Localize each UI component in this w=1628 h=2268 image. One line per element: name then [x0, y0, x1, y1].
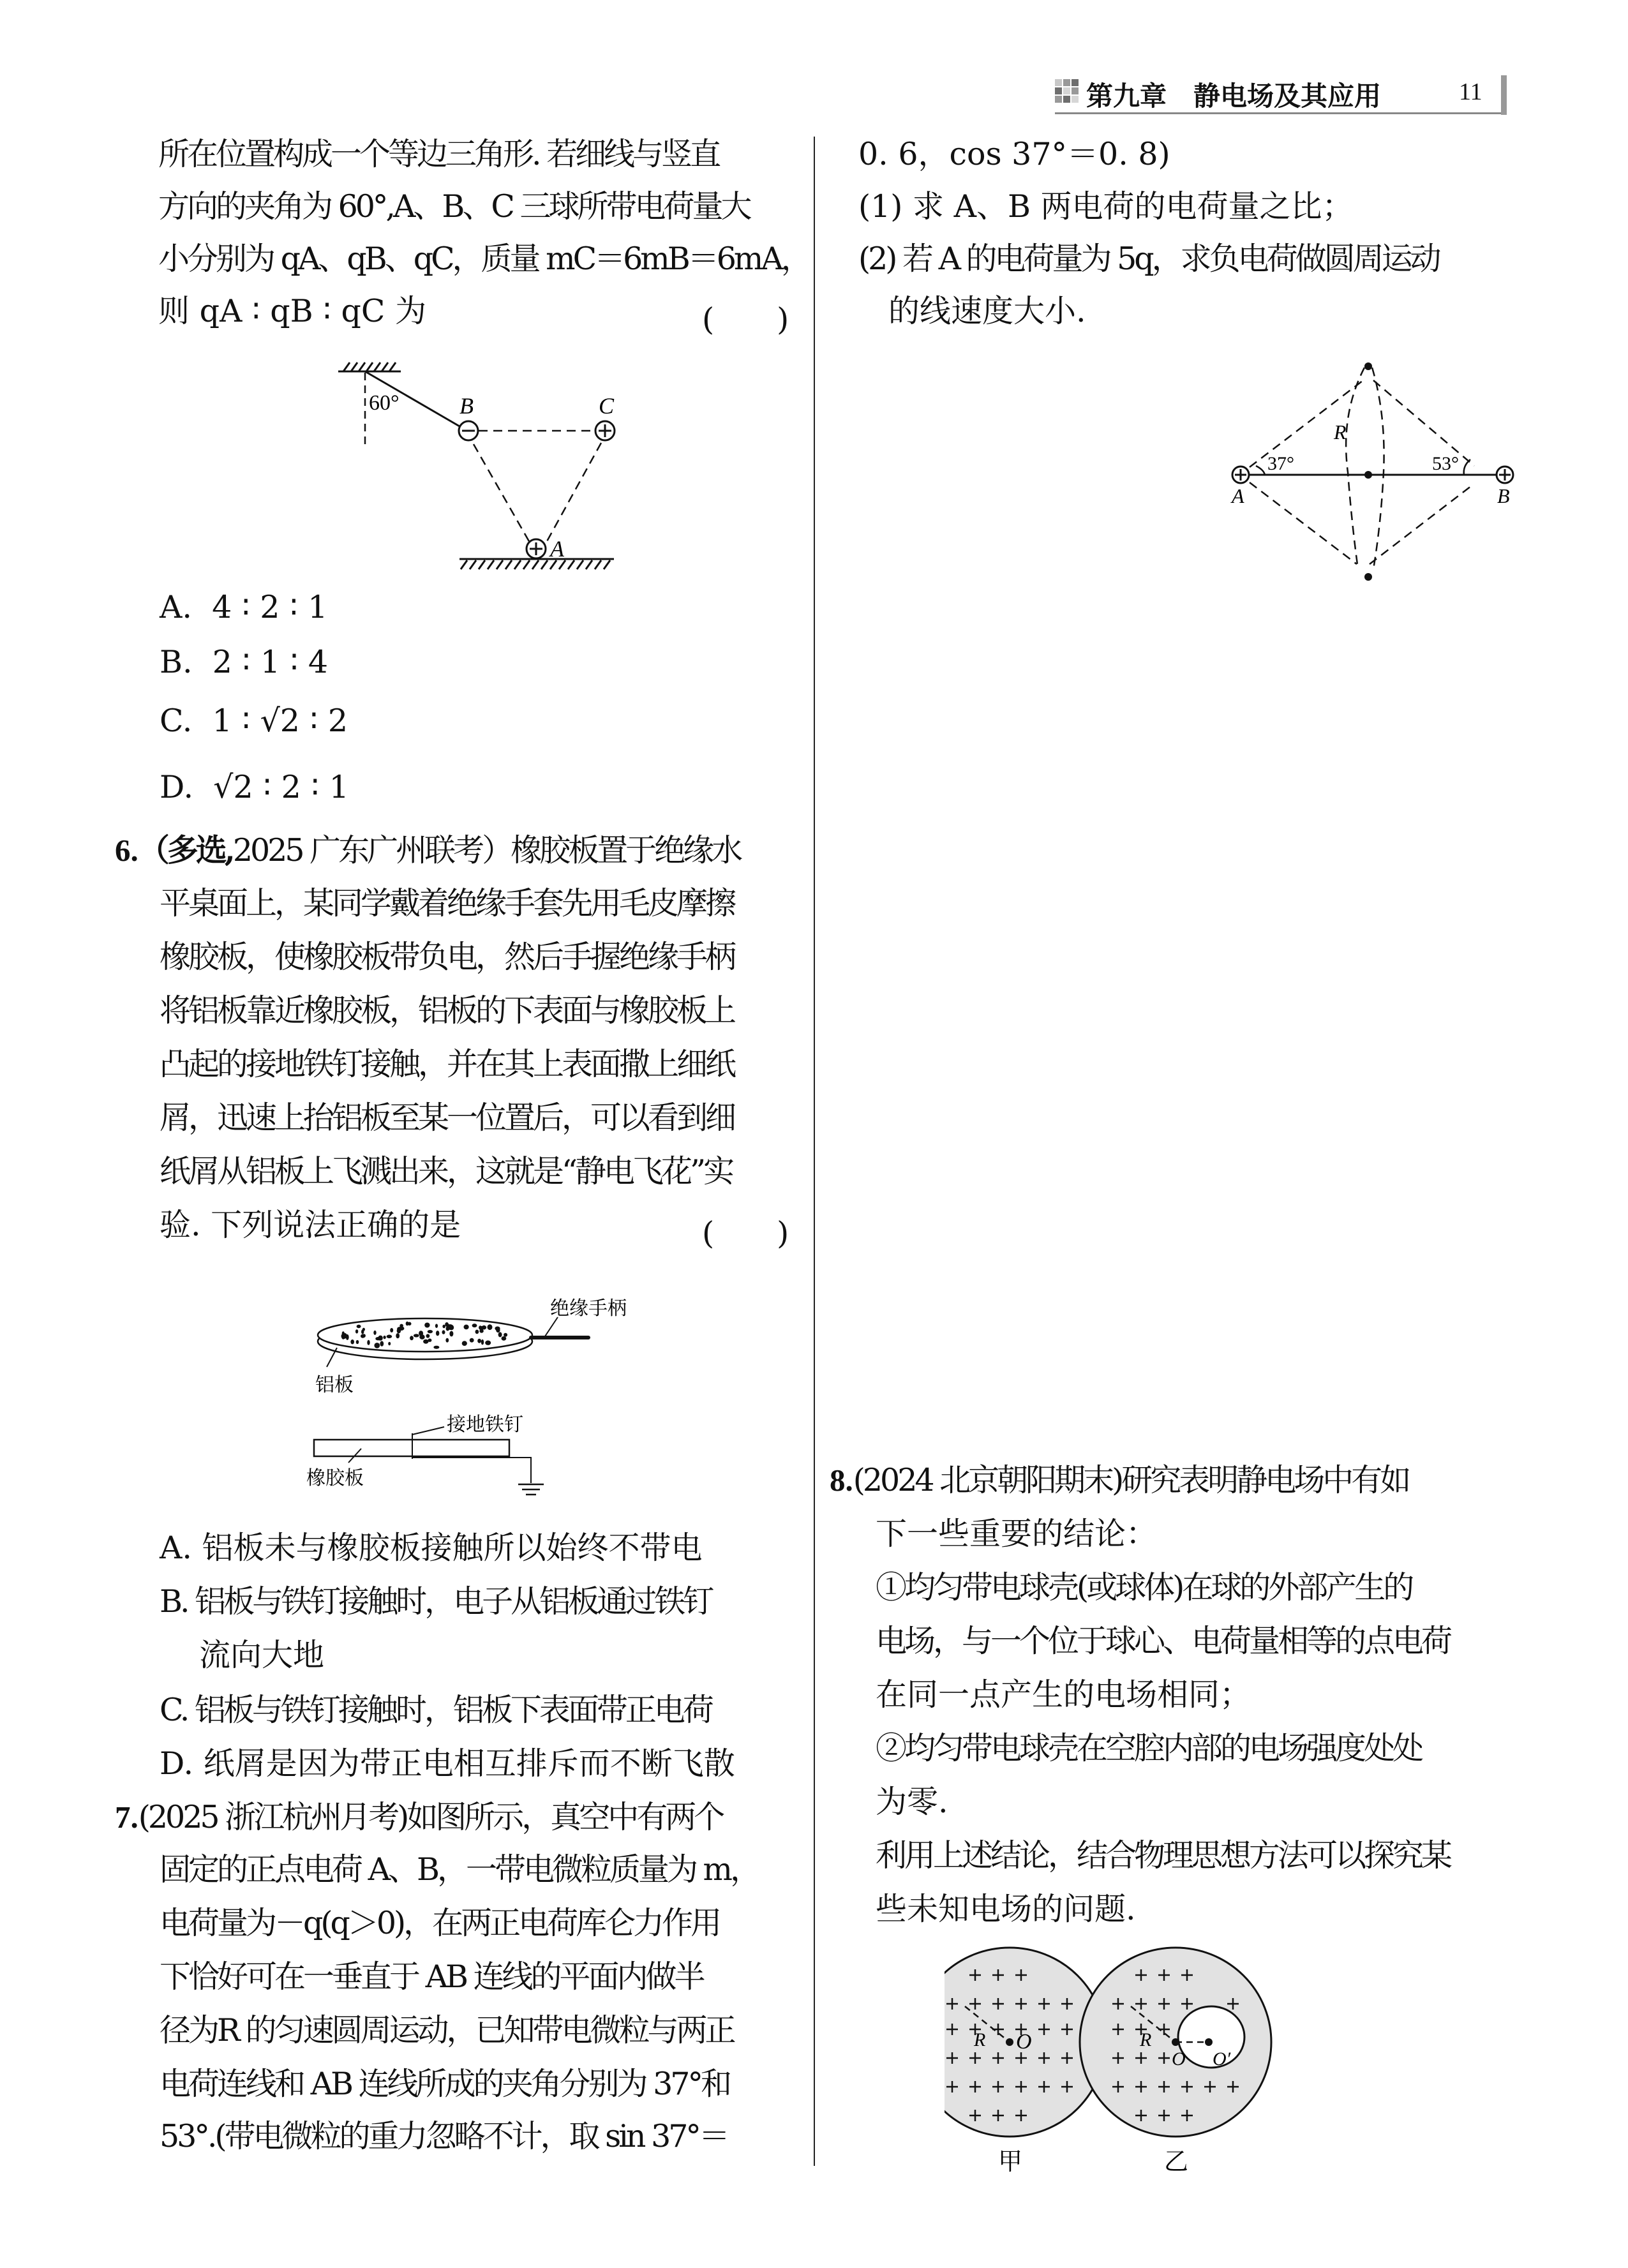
- q5-line: 小分别为 qA、qB、qC，质量 mC＝6mB＝6mA，: [158, 241, 810, 277]
- question-number: 6.: [115, 833, 138, 868]
- rubber-label: 橡胶板: [306, 1467, 364, 1489]
- q5-figure: [332, 357, 638, 581]
- sub-label: (2): [858, 241, 895, 277]
- charge-b: [1497, 466, 1513, 483]
- q6-option-c[interactable]: [160, 1691, 712, 1729]
- page-number: 11: [1459, 78, 1482, 105]
- q5-option-c[interactable]: [160, 702, 348, 740]
- question-tag-bold: （多选,: [138, 832, 233, 869]
- center-point: [1006, 2038, 1013, 2046]
- plate-label: 铝板: [315, 1374, 354, 1396]
- cavity-label: O′: [1213, 2048, 1231, 2070]
- charge-a: [1232, 466, 1249, 483]
- dashed-ca: [546, 443, 601, 542]
- paper-scrap: [357, 1325, 361, 1328]
- question-number: 7.: [115, 1800, 138, 1835]
- option-text: 铝板未与橡胶板接触所以始终不带电: [202, 1530, 703, 1566]
- paper-scrap: [462, 1341, 467, 1346]
- q6-option-b[interactable]: [160, 1583, 712, 1621]
- center-label: O: [1172, 2048, 1186, 2070]
- q8-line: ①均匀带电球壳(或球体)在球的外部产生的: [876, 1569, 1412, 1606]
- option-letter: A.: [160, 589, 192, 625]
- ceiling-hatch: [338, 362, 401, 371]
- paper-scrap: [479, 1325, 482, 1329]
- q8-line: ②均匀带电球壳在空腔内部的电场强度处处: [876, 1730, 1422, 1766]
- angle-label: 60°: [369, 391, 400, 415]
- label-b: B: [459, 393, 474, 419]
- angle-arc-a: [1256, 466, 1265, 475]
- q5-line: 则 qA ∶ qB ∶ qC 为: [158, 293, 426, 329]
- particle-top: [1364, 362, 1372, 370]
- cavity: [1178, 2006, 1244, 2068]
- chapter-name: 静电场及其应用: [1193, 80, 1382, 112]
- paper-scrap: [502, 1336, 507, 1341]
- radius-label: R: [1334, 421, 1347, 444]
- paper-scrap: [387, 1335, 392, 1339]
- q7-line: 下恰好可在一垂直于 AB 连线的平面内做半: [160, 1958, 703, 1995]
- paper-scrap: [346, 1334, 349, 1340]
- q8-first-line: [830, 1461, 1408, 1500]
- dashed-b-bottom: [1370, 484, 1474, 564]
- angle-53-label: 53°: [1432, 453, 1459, 474]
- option-text: 铝板与铁钉接触时，铝板下表面带正电荷: [194, 1692, 712, 1728]
- paper-scrap: [356, 1340, 359, 1344]
- paper-scrap: [475, 1330, 479, 1334]
- q7-figure: [1213, 345, 1519, 613]
- q6-option-a[interactable]: [160, 1529, 703, 1567]
- nail-leader: [412, 1427, 444, 1435]
- paper-scrap: [481, 1339, 484, 1345]
- angle-37-label: 37°: [1267, 453, 1294, 474]
- paper-scrap: [388, 1342, 391, 1346]
- paper-scrap: [464, 1325, 469, 1330]
- logo-square: [1055, 87, 1062, 94]
- option-letter: A.: [160, 1530, 192, 1566]
- logo-square: [1055, 96, 1062, 103]
- option-text: √2 ∶ 2 ∶ 1: [213, 769, 349, 805]
- q6-line: 凸起的接地铁钉接触，并在其上表面撒上细纸: [160, 1046, 735, 1082]
- paper-scrap: [397, 1328, 401, 1333]
- option-letter: C.: [160, 703, 193, 739]
- q6-line: 橡胶板，使橡胶板带负电，然后手握绝缘手柄: [160, 939, 735, 975]
- q8-line: 下一些重要的结论：: [876, 1516, 1158, 1552]
- paper-scrap: [396, 1333, 400, 1338]
- option-text: 纸屑是因为带正电相互排斥而不断飞散: [203, 1745, 735, 1782]
- question-number: 8.: [830, 1463, 853, 1498]
- q6-line: 屑，迅速上抬铝板至某一位置后，可以看到细: [160, 1100, 735, 1136]
- logo-square: [1063, 79, 1070, 86]
- sub-text: 若 A 的电荷量为 5q，求负电荷做圆周运动: [902, 241, 1439, 277]
- option-letter: B.: [160, 1583, 188, 1620]
- q6-line: 橡胶板置于绝缘水: [511, 832, 741, 869]
- paper-scrap: [419, 1334, 424, 1339]
- cavity-center-point: [1205, 2038, 1213, 2046]
- paper-scrap: [442, 1325, 445, 1329]
- paper-scrap: [470, 1338, 474, 1343]
- answer-blank[interactable]: ( ): [702, 301, 789, 338]
- q7-line: 径为R 的匀速圆周运动，已知带电微粒与两正: [160, 2012, 734, 2048]
- charge-c: [595, 421, 615, 440]
- header-logo-grid: [1055, 79, 1079, 103]
- dashed-b-top: [1373, 380, 1474, 466]
- q7-sub-1: [858, 188, 1354, 226]
- option-text: 1 ∶ √2 ∶ 2: [212, 703, 348, 739]
- q7-first-line: [115, 1798, 722, 1837]
- paper-scrap: [428, 1330, 433, 1333]
- paper-scrap: [496, 1327, 500, 1332]
- answer-blank[interactable]: ( ): [702, 1215, 789, 1251]
- q7-line: 固定的正点电荷 A、B，一带电微粒质量为 m，: [160, 1851, 759, 1888]
- q7-sub-2: [858, 240, 1439, 278]
- particle-bottom: [1364, 573, 1372, 581]
- paper-scrap: [408, 1322, 412, 1326]
- sphere-yi: [1080, 1948, 1271, 2175]
- paper-scrap: [390, 1328, 393, 1332]
- q7-line: 电荷连线和 AB 连线所成的夹角分别为 37°和: [160, 2066, 729, 2102]
- chapter-number: 第九章: [1086, 80, 1167, 112]
- paper-scrap: [424, 1323, 429, 1328]
- radius-label: R: [1140, 2029, 1152, 2050]
- question-tag: (2024 北京朝阳期末): [853, 1462, 1122, 1498]
- paper-scrap: [436, 1331, 439, 1336]
- floor-hatch: [459, 559, 614, 569]
- paper-scrap: [472, 1324, 477, 1327]
- orbit-near: [1346, 368, 1364, 569]
- paper-scrap: [504, 1333, 507, 1337]
- paper-scrap: [355, 1329, 358, 1333]
- q5-option-b[interactable]: [160, 643, 328, 682]
- logo-square: [1063, 87, 1070, 94]
- paper-scrap: [488, 1324, 493, 1330]
- paper-scrap: [374, 1343, 380, 1348]
- paper-scrap: [350, 1339, 354, 1344]
- label-a: A: [1232, 484, 1244, 507]
- q5-line: 所在位置构成一个等边三角形. 若细线与竖直: [158, 136, 719, 172]
- option-text: 2 ∶ 1 ∶ 4: [212, 644, 329, 680]
- q7-line: 53°.(带电微粒的重力忽略不计，取 sin 37°＝: [160, 2118, 728, 2154]
- header-side-bar: [1501, 75, 1507, 115]
- option-text: 4 ∶ 2 ∶ 1: [212, 589, 328, 625]
- label-a: A: [550, 536, 564, 562]
- charge-a: [526, 539, 546, 558]
- paper-scrap: [498, 1332, 502, 1337]
- question-tag: 2025 广东广州联考）: [232, 832, 511, 869]
- logo-square: [1072, 79, 1079, 86]
- q6-first-line: [115, 831, 740, 870]
- q6-line: 纸屑从铝板上飞溅出来，这就是“静电飞花”实: [160, 1153, 733, 1190]
- option-letter: D.: [160, 1745, 194, 1782]
- ground-wire: [412, 1458, 531, 1483]
- q8-line: 为零.: [876, 1784, 948, 1820]
- q6-figure: [300, 1289, 632, 1506]
- logo-square: [1072, 96, 1079, 103]
- paper-scrap: [341, 1334, 345, 1339]
- logo-square: [1063, 96, 1070, 103]
- header-rule: [1055, 112, 1507, 114]
- q8-line: 些未知电场的问题.: [876, 1891, 1136, 1927]
- dashed-a-bottom: [1250, 482, 1357, 564]
- dashed-ba: [474, 444, 530, 542]
- paper-scrap: [414, 1334, 419, 1337]
- q5-option-a[interactable]: [160, 588, 327, 627]
- q6-line: 平桌面上，某同学戴着绝缘手套先用毛皮摩擦: [160, 885, 735, 921]
- q6-line: 将铝板靠近橡胶板，铝板的下表面与橡胶板上: [160, 992, 735, 1029]
- paper-scrap: [445, 1338, 449, 1343]
- paper-scrap: [410, 1336, 414, 1340]
- logo-square: [1072, 87, 1079, 94]
- paper-scrap: [423, 1339, 428, 1344]
- paper-scrap: [426, 1334, 430, 1338]
- q7-line: 电荷量为－q(q＞0)，在两正电荷库仑力作用: [160, 1905, 720, 1941]
- question-tag: (2025 浙江杭州月考): [138, 1799, 407, 1835]
- option-letter: C.: [160, 1692, 188, 1728]
- q8-line: 电场，与一个位于球心、电荷量相等的点电荷: [876, 1623, 1451, 1659]
- paper-scrap: [367, 1340, 370, 1345]
- orbit-far: [1372, 368, 1384, 569]
- paper-scrap: [433, 1346, 439, 1349]
- paper-scrap: [378, 1336, 382, 1341]
- q5-line: 方向的夹角为 60°,A、B、C 三球所带电荷量大: [158, 188, 750, 225]
- chapter-title: [1086, 75, 1381, 114]
- paper-scrap: [477, 1339, 481, 1343]
- paper-scrap: [435, 1324, 438, 1328]
- paper-scrap: [442, 1330, 445, 1334]
- handle-label: 绝缘手柄: [550, 1297, 627, 1320]
- nail-label: 接地铁钉: [447, 1414, 523, 1436]
- handle-leader: [545, 1317, 558, 1336]
- paper-scrap: [361, 1334, 365, 1338]
- q7-line: 如图所示，真空中有两个: [407, 1799, 723, 1835]
- paper-scrap: [362, 1328, 365, 1331]
- q7-sub-2-cont: 的线速度大小.: [888, 293, 1086, 329]
- paper-scrap: [373, 1331, 376, 1335]
- paper-scrap: [485, 1341, 491, 1345]
- sub-label: (1): [858, 188, 903, 225]
- q7-line: 0. 6，cos 37°＝0. 8): [858, 136, 1170, 172]
- paper-scrap: [446, 1324, 450, 1330]
- center-point: [1172, 2038, 1179, 2046]
- caption-yi: 乙: [1164, 2147, 1189, 2175]
- paper-scrap: [383, 1336, 385, 1339]
- charge-b: [459, 421, 478, 440]
- option-text: 铝板与铁钉接触时，电子从铝板通过铁钉: [195, 1583, 712, 1620]
- q6-option-b-cont: 流向大地: [199, 1637, 325, 1673]
- caption-jia: 甲: [998, 2147, 1023, 2175]
- option-letter: B.: [160, 644, 193, 680]
- orbit-center: [1364, 471, 1372, 479]
- q8-line: 研究表明静电场中有如: [1121, 1462, 1409, 1498]
- column-divider: [814, 137, 815, 2166]
- option-letter: D.: [160, 769, 194, 805]
- q6-option-d[interactable]: [160, 1745, 735, 1783]
- paper-scrap: [380, 1341, 384, 1346]
- label-b: B: [1497, 484, 1510, 507]
- q8-figure: [945, 1940, 1506, 2195]
- label-c: C: [599, 393, 615, 419]
- q8-line: 利用上述结论，结合物理思想方法可以探究某: [876, 1837, 1451, 1874]
- sub-text: 求 A、B 两电荷的电荷量之比；: [913, 188, 1354, 225]
- logo-square: [1055, 79, 1062, 86]
- q6-line: 验. 下列说法正确的是: [160, 1207, 461, 1243]
- paper-scrap: [449, 1331, 453, 1337]
- q8-line: 在同一点产生的电场相同；: [876, 1676, 1251, 1713]
- center-label: O: [1016, 2030, 1032, 2054]
- radius-label: R: [974, 2029, 986, 2050]
- q5-option-d[interactable]: [160, 768, 349, 807]
